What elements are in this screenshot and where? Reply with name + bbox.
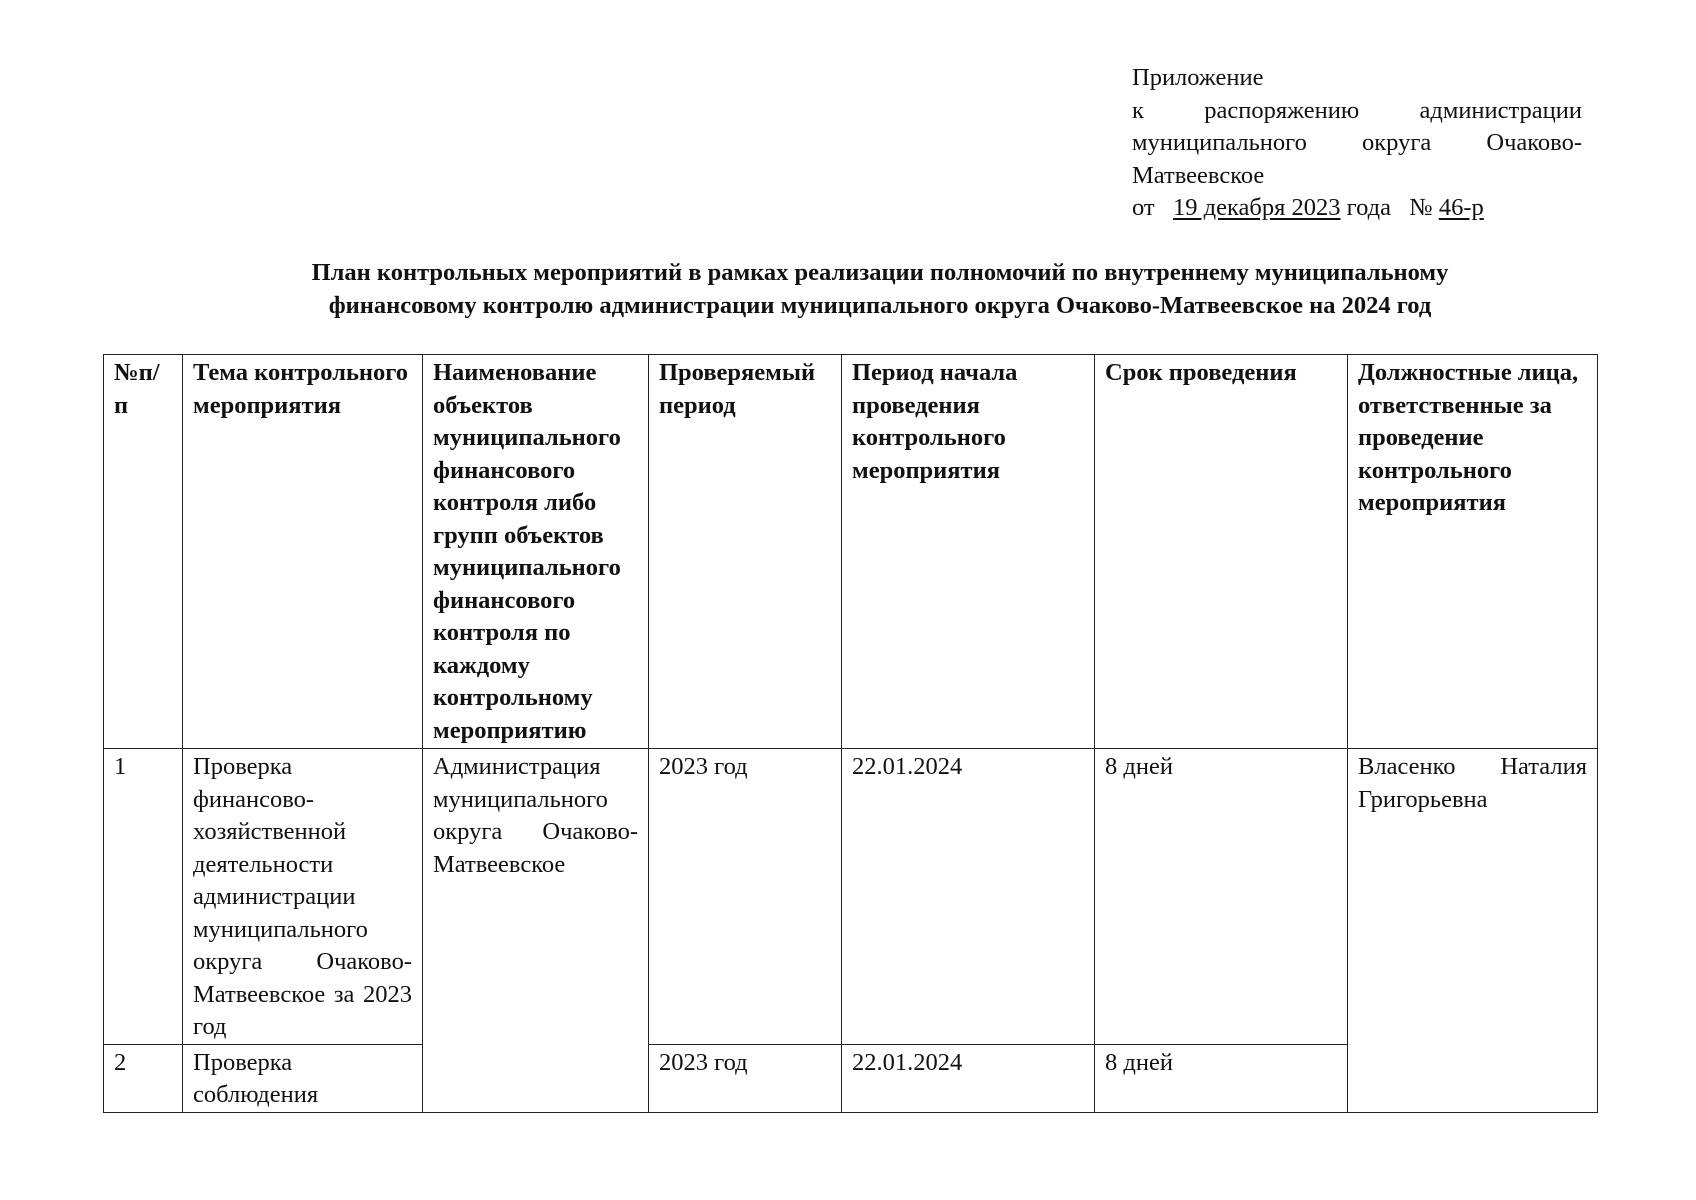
appendix-order-line: к распоряжению администрации <box>1132 96 1582 124</box>
order-date: 19 декабря 2023 <box>1173 194 1341 221</box>
control-plan-table <box>103 354 1598 1113</box>
row-1-number: 1 <box>104 749 183 1045</box>
row-1-responsible: Власенко Наталия Григорьевна <box>1348 749 1598 1113</box>
row-2-start: 22.01.2024 <box>842 1044 1095 1112</box>
row-1-period: 2023 год <box>649 749 842 1045</box>
row-1-object: Администрация муниципального округа Очаково-Матвеевское <box>423 749 649 1113</box>
header-checked-period: Проверяемый период <box>649 355 842 749</box>
header-responsible: Должностные лица, ответственные за проведение контрольного мероприятия <box>1348 355 1598 749</box>
order-number: 46-р <box>1438 194 1484 221</box>
header-number: №п/п <box>104 355 183 749</box>
appendix-date-line <box>1132 192 1582 225</box>
table-row <box>104 749 1598 1045</box>
appendix-label: Приложение <box>1132 64 1264 91</box>
appendix-district-line: муниципального округа Очаково- <box>1132 129 1582 156</box>
appendix-block <box>1132 62 1582 225</box>
header-duration: Срок проведения <box>1095 355 1348 749</box>
number-prefix: № <box>1409 194 1433 221</box>
title-line-2: финансовому контролю администрации муниципального округа Очаково-Матвеевское на 2024 год <box>328 291 1432 319</box>
row-1-start: 22.01.2024 <box>842 749 1095 1045</box>
title-line-1: План контрольных мероприятий в рамках реализации полномочий по внутреннему муниципальному <box>311 259 1449 286</box>
table-header-row <box>104 355 1598 749</box>
row-2-period: 2023 год <box>649 1044 842 1112</box>
row-2-topic: Проверка соблюдения <box>183 1044 423 1112</box>
header-objects: Наименование объектов муниципального финансового контроля либо групп объектов муниципального финансового контроля по каждому контрольному мероприятию <box>423 355 649 749</box>
date-suffix: года <box>1346 194 1391 221</box>
row-2-duration: 8 дней <box>1095 1044 1348 1112</box>
header-topic: Тема контрольного мероприятия <box>183 355 423 749</box>
header-start-period: Период начала проведения контрольного мероприятия <box>842 355 1095 749</box>
date-prefix: от <box>1132 194 1155 221</box>
row-1-duration: 8 дней <box>1095 749 1348 1045</box>
row-1-topic: Проверка финансово-хозяйственной деятельности администрации муниципального округа Очаково-Матвеевское за 2023 год <box>183 749 423 1045</box>
row-2-number: 2 <box>104 1044 183 1112</box>
appendix-district-line-end: Матвеевское <box>1132 161 1265 189</box>
document-title <box>190 257 1570 322</box>
